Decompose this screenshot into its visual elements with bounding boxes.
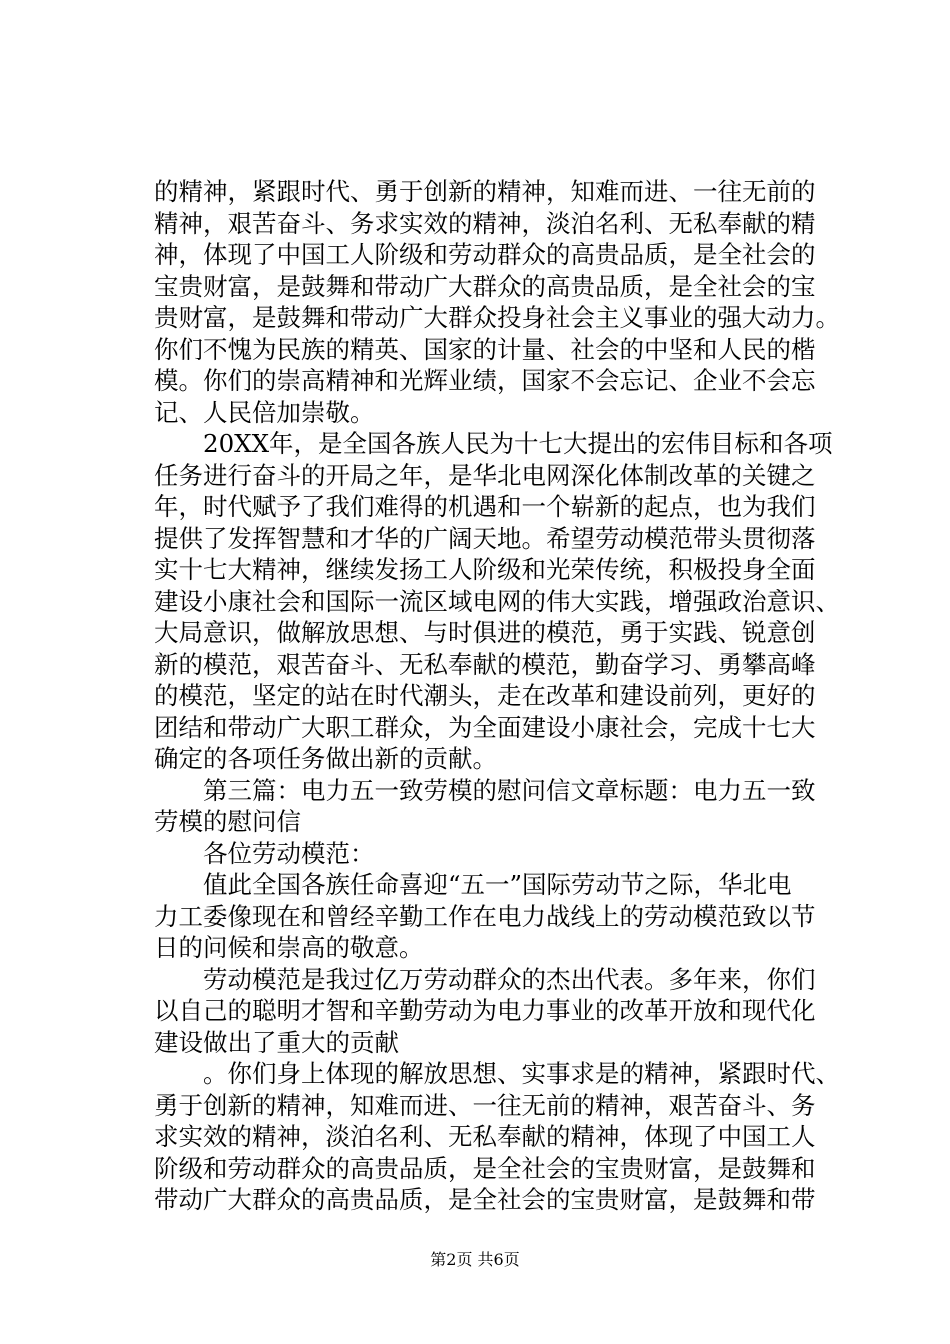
text-line: 你们不愧为民族的精英、国家的计量、社会的中坚和人民的楷 <box>154 334 816 364</box>
text-line: 带动广大群众的高贵品质，是全社会的宝贵财富，是鼓舞和带 <box>154 1185 816 1214</box>
text-line: 值此全国各族任命喜迎“五一”国际劳动节之际，华北电 <box>154 870 792 899</box>
text-line: 。你们身上体现的解放思想、实事求是的精神，紧跟时代、 <box>154 1059 840 1088</box>
section-heading-line: 劳模的慰问信 <box>154 807 301 836</box>
text-line: 精神，艰苦奋斗、务求实效的精神，淡泊名利、无私奉献的精 <box>154 208 816 238</box>
text-line: 宝贵财富，是鼓舞和带动广大群众的高贵品质，是全社会的宝 <box>154 271 816 301</box>
text-line: 实十七大精神，继续发扬工人阶级和光荣传统，积极投身全面 <box>154 555 816 584</box>
text-line: 任务进行奋斗的开局之年，是华北电网深化体制改革的关键之 <box>154 460 816 490</box>
text-line: 力工委像现在和曾经辛勤工作在电力战线上的劳动模范致以节 <box>154 901 816 931</box>
text-line: 求实效的精神，淡泊名利、无私奉献的精神，体现了中国工人 <box>154 1122 816 1151</box>
text-line: 团结和带动广大职工群众，为全面建设小康社会，完成十七大 <box>154 712 816 742</box>
text-line: 年，时代赋予了我们难得的机遇和一个崭新的起点，也为我们 <box>154 492 816 521</box>
text-line: 的模范，坚定的站在时代潮头，走在改革和建设前列，更好的 <box>154 681 816 710</box>
text-line: 阶级和劳动群众的高贵品质，是全社会的宝贵财富，是鼓舞和 <box>154 1153 816 1183</box>
text-line: 确定的各项任务做出新的贡献。 <box>154 744 497 773</box>
text-line: 神，体现了中国工人阶级和劳动群众的高贵品质，是全社会的 <box>154 240 816 269</box>
text-line: 大局意识，做解放思想、与时俱进的模范，勇于实践、锐意创 <box>154 618 816 647</box>
text-line: 的精神，紧跟时代、勇于创新的精神，知难而进、一往无前的 <box>154 177 816 206</box>
page-footer: 第2页 共6页 <box>430 1250 520 1269</box>
text-line: 以自己的聪明才智和辛勤劳动为电力事业的改革开放和现代化 <box>154 996 816 1025</box>
text-line: 贵财富，是鼓舞和带动广大群众投身社会主义事业的强大动力。 <box>154 303 840 332</box>
text-line: 建设小康社会和国际一流区域电网的伟大实践，增强政治意识、 <box>154 586 840 616</box>
salutation-line: 各位劳动模范： <box>154 838 375 868</box>
section-heading-line: 第三篇：电力五一致劳模的慰问信文章标题：电力五一致 <box>154 775 816 805</box>
body-text <box>154 176 844 1216</box>
text-line: 20XX年，是全国各族人民为十七大提出的宏伟目标和各项 <box>154 429 833 458</box>
text-line: 日的问候和崇高的敬意。 <box>154 933 424 962</box>
text-line: 提供了发挥智慧和才华的广阔天地。希望劳动模范带头贯彻落 <box>154 523 816 553</box>
text-line: 新的模范，艰苦奋斗、无私奉献的模范，勤奋学习、勇攀高峰 <box>154 649 816 679</box>
text-line: 勇于创新的精神，知难而进、一往无前的精神，艰苦奋斗、务 <box>154 1090 816 1120</box>
text-line: 建设做出了重大的贡献 <box>154 1027 399 1057</box>
text-line: 劳动模范是我过亿万劳动群众的杰出代表。多年来，你们 <box>154 964 816 994</box>
text-line: 记、人民倍加崇敬。 <box>154 397 375 427</box>
text-line: 模。你们的崇高精神和光辉业绩，国家不会忘记、企业不会忘 <box>154 366 816 395</box>
